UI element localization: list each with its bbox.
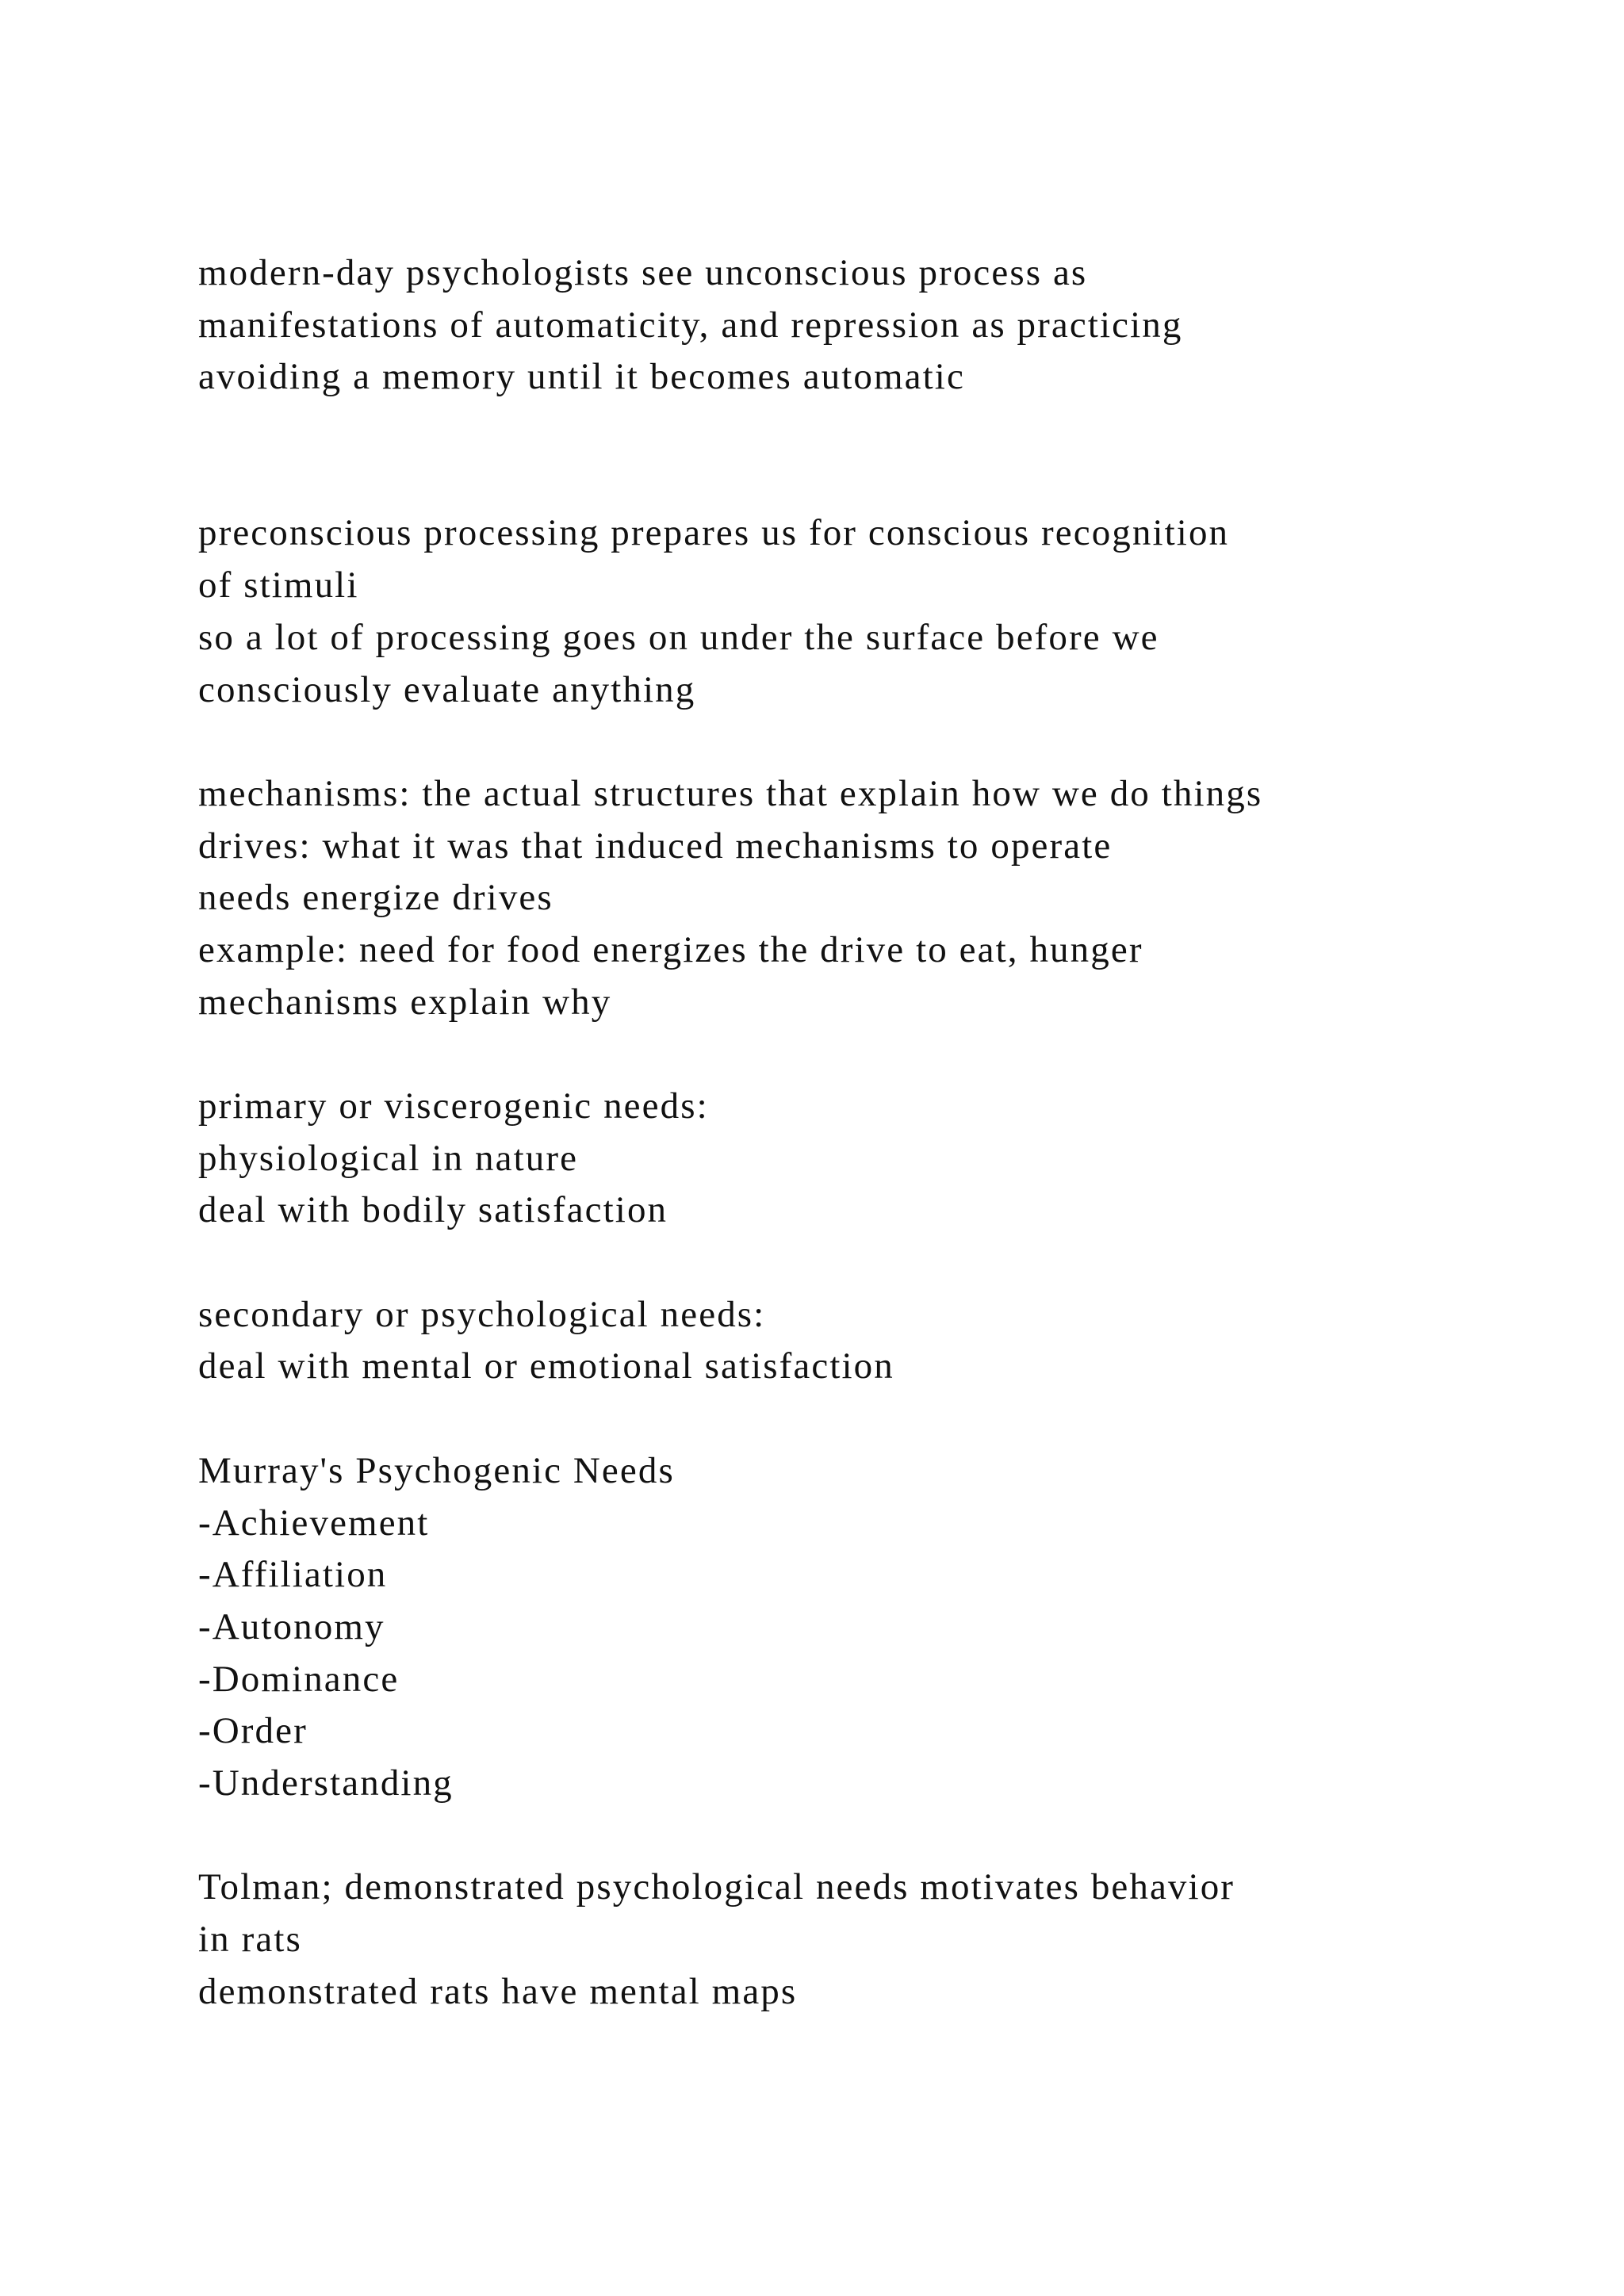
text-line: drives: what it was that induced mechanisms to operate (198, 825, 1113, 867)
text-line: mechanisms: the actual structures that explain how we do things (198, 772, 1263, 814)
text-line: primary or viscerogenic needs: (198, 1085, 709, 1127)
list-item: -Understanding (198, 1762, 454, 1804)
text-line: Tolman; demonstrated psychological needs motivates behavior (198, 1866, 1235, 1908)
list-item: -Achievement (198, 1502, 430, 1544)
document-text (198, 247, 1546, 2018)
blank-line (198, 1237, 1546, 1289)
list-item: -Order (198, 1710, 308, 1752)
text-line: mechanisms explain why (198, 981, 612, 1023)
text-line: physiological in nature (198, 1137, 579, 1179)
text-line: example: need for food energizes the drive to eat, hunger (198, 928, 1143, 970)
text-line: in rats (198, 1919, 302, 1960)
blank-line (198, 716, 1546, 768)
blank-line (198, 404, 1546, 456)
text-line: avoiding a memory until it becomes automatic (198, 356, 965, 398)
blank-line (198, 1393, 1546, 1445)
text-line: manifestations of automaticity, and repression as practicing (198, 304, 1183, 346)
text-line: deal with mental or emotional satisfaction (198, 1345, 894, 1387)
text-line: deal with bodily satisfaction (198, 1189, 668, 1231)
list-item: -Affiliation (198, 1554, 388, 1596)
blank-line (198, 456, 1546, 508)
list-item: -Dominance (198, 1658, 400, 1700)
text-line: preconscious processing prepares us for conscious recognition (198, 512, 1230, 554)
text-line: so a lot of processing goes on under the surface before we (198, 616, 1159, 658)
list-item: -Autonomy (198, 1605, 385, 1647)
blank-line (198, 1028, 1546, 1081)
text-line: needs energize drives (198, 877, 553, 919)
text-line: of stimuli (198, 564, 359, 607)
section-heading: Murray's Psychogenic Needs (198, 1449, 675, 1491)
text-line: demonstrated rats have mental maps (198, 1970, 798, 2012)
blank-line (198, 1810, 1546, 1862)
text-line: modern-day psychologists see unconscious process as (198, 252, 1088, 293)
text-line: consciously evaluate anything (198, 668, 696, 710)
text-line: secondary or psychological needs: (198, 1293, 766, 1335)
